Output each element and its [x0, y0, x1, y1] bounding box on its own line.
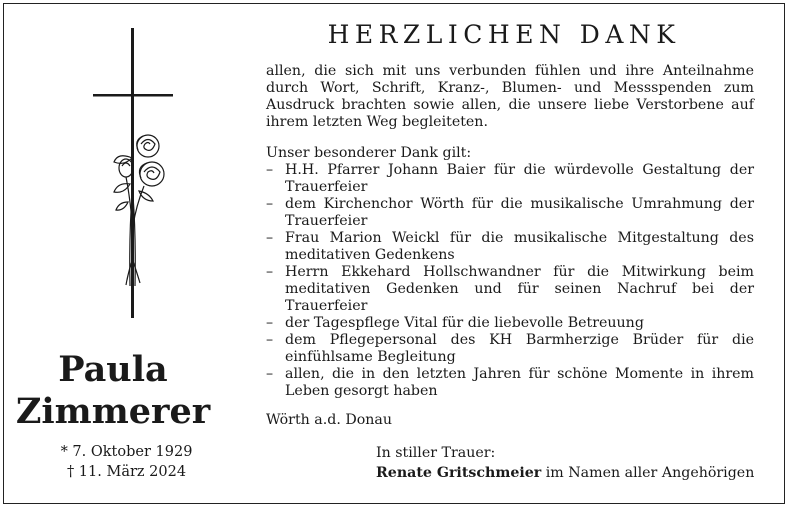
cross-icon [93, 28, 173, 318]
death-date: † 11. März 2024 [66, 464, 187, 480]
mourner-suffix: im Namen aller Angehörigen [541, 465, 755, 481]
roses-icon [114, 135, 164, 286]
thanks-title: Unser besonderer Dank gilt: [266, 145, 472, 161]
mourner-name: Renate Gritschmeier [376, 465, 542, 481]
obituary-card [3, 3, 785, 504]
intro-paragraph: allen, die sich mit uns verbunden fühlen und ihre Anteilnahme durch Wort, Schrift, Kranz-, Blumen- und Messspenden zum Ausdruck brachten sowie allen, die unsere liebe Verstorbene auf ihrem letzten Weg begleiteten. [266, 63, 754, 130]
birth-date: * 7. Oktober 1929 [60, 444, 193, 460]
deceased-last-name: Zimmerer [15, 391, 211, 432]
mourning-label: In stiller Trauer: [376, 445, 496, 461]
list-item: – Frau Marion Weickl für die musikalische Mitgestaltung des meditativen Gedenkens [266, 230, 754, 264]
deceased-first-name: Paula [58, 349, 168, 390]
cross-with-roses-icon [92, 26, 182, 326]
list-item: – dem Kirchenchor Wörth für die musikalische Umrahmung der Trauerfeier [266, 196, 754, 230]
list-item: – Herrn Ekkehard Hollschwandner für die Mitwirkung beim meditativen Gedenken und für seinen Nachruf bei der Trauerfeier [266, 264, 754, 315]
list-item: – dem Pflegepersonal des KH Barmherzige Brüder für die einfühlsame Begleitung [266, 332, 754, 366]
page-title: HERZLICHEN DANK [327, 20, 681, 49]
thanks-list [266, 162, 754, 400]
list-item: – allen, die in den letzten Jahren für schöne Momente in ihrem Leben gesorgt haben [266, 366, 754, 400]
place-name: Wörth a.d. Donau [266, 412, 393, 428]
mourner-line [376, 465, 776, 482]
right-column [264, 4, 754, 503]
list-item: – der Tagespflege Vital für die liebevolle Betreuung [266, 315, 754, 332]
left-column [4, 4, 259, 503]
list-item: – H.H. Pfarrer Johann Baier für die würdevolle Gestaltung der Trauerfeier [266, 162, 754, 196]
